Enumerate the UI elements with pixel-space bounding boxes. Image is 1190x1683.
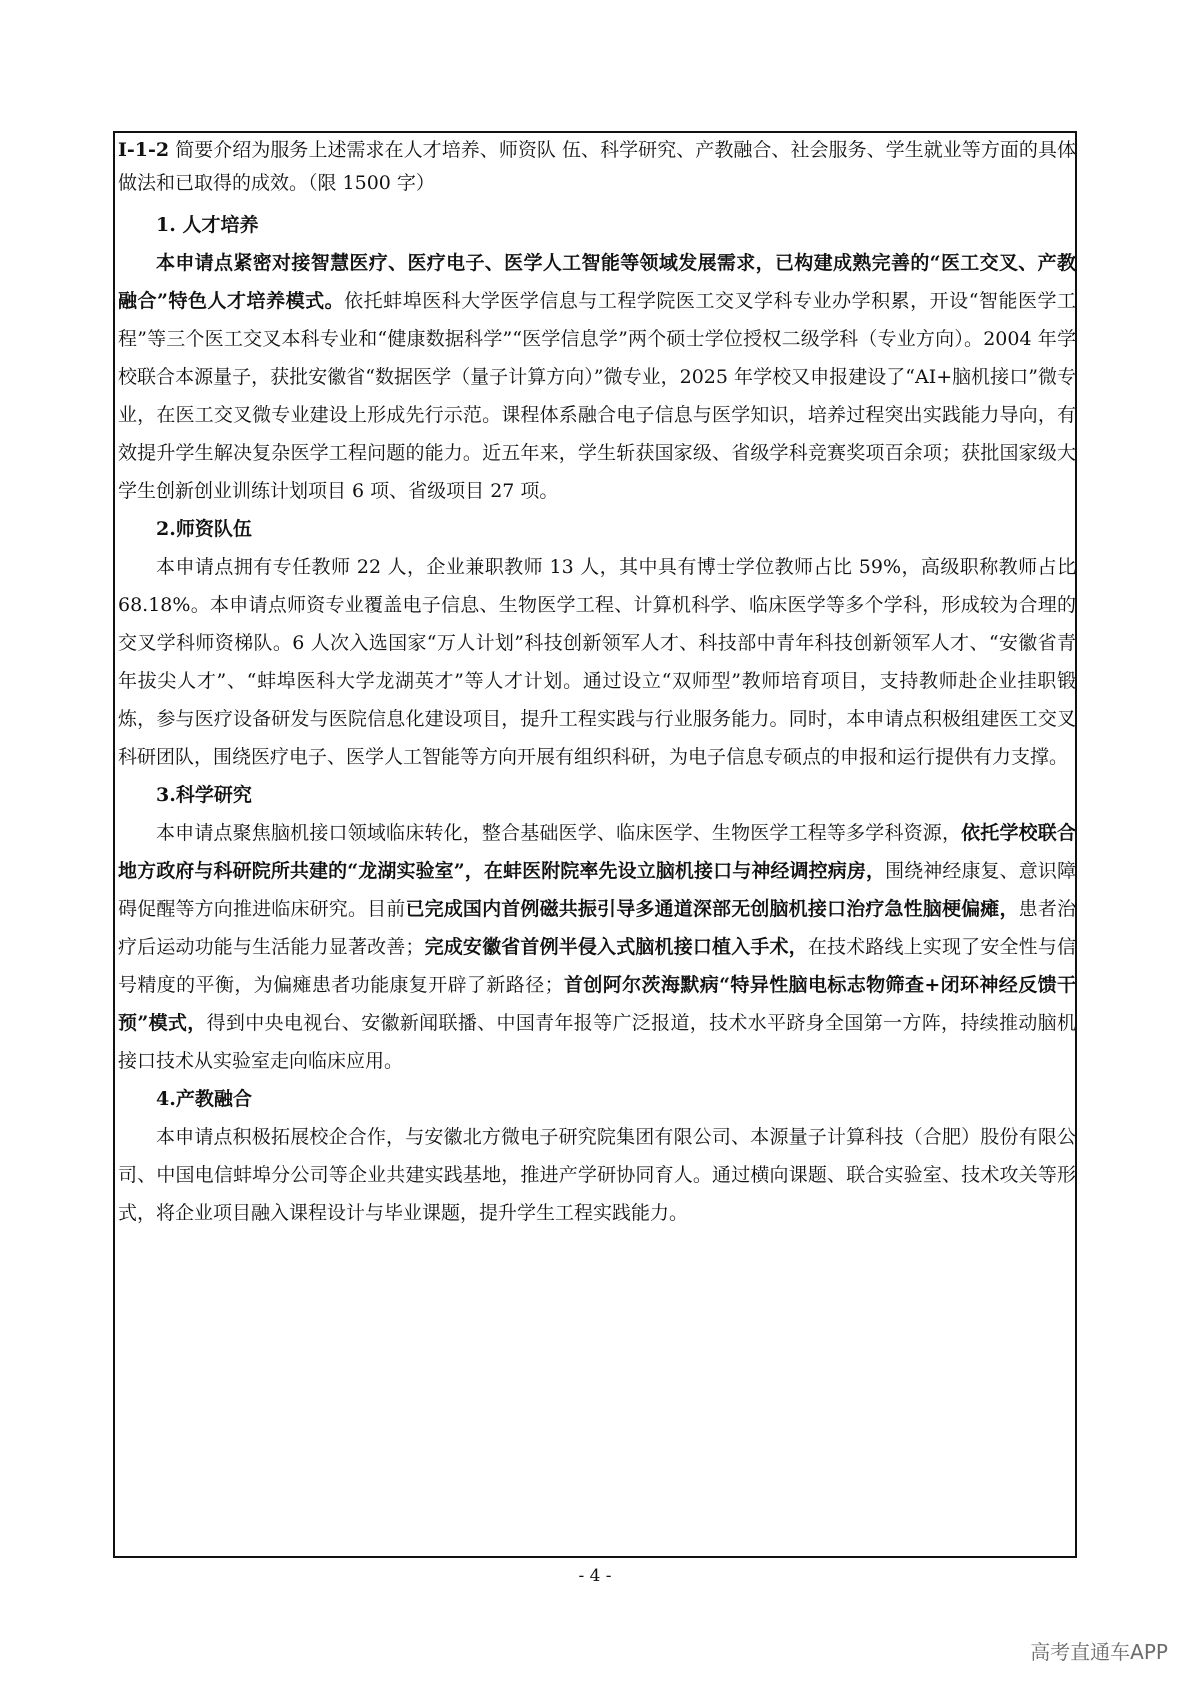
section-intro — [118, 134, 1076, 200]
paragraph-industry: 本申请点积极拓展校企合作，与安徽北方微电子研究院集团有限公司、本源量子计算科技（合肥）股份有限公司、中国电信蚌埠分公司等企业共建实践基地，推进产学研协同育人。通过横向课题、联合实验室、技术攻关等形式，将企业项目融入课程设计与毕业课题，提升学生工程实践能力。 — [118, 1126, 1076, 1224]
heading-talent: 1. 人才培养 — [156, 214, 259, 236]
research-text-1: 本申请点聚焦脑机接口领域临床转化，整合基础医学、临床医学、生物医学工程等多学科资源， — [156, 822, 962, 844]
paragraph-talent — [118, 244, 1076, 510]
paragraph-research — [118, 814, 1076, 1080]
research-text-3: 围绕神经康复、意识障碍促醒等方向推进临床研究。目前 — [118, 860, 1076, 920]
watermark: 高考直通车APP — [1030, 1640, 1168, 1664]
research-bold-4: 已完成国内首例磁共振引导多通道深部无创脑机接口治疗急性脑梗偏瘫， — [405, 898, 1019, 920]
section-id: I-1-2 — [118, 139, 170, 161]
heading-research: 3.科学研究 — [156, 784, 252, 806]
paragraph-faculty: 本申请点拥有专任教师 22 人，企业兼职教师 13 人，其中具有博士学位教师占比 59%，高级职称教师占比 68.18%。本申请点师资专业覆盖电子信息、生物医学工程、计算机科学、临床医学等多个学科，形成较为合理的交叉学科师资梯队。6 人次入选国家“万人计划”科技创新领军人才、科技部中青年科技创新领军人才、“安徽省青年拔尖人才”、“蚌埠医科大学龙湖英才”等人才计划。通过设立“双师型”教师培育项目，支持教师赴企业挂职锻炼，参与医疗设备研发与医院信息化建设项目，提升工程实践与行业服务能力。同时，本申请点积极组建医工交叉科研团队，围绕医疗电子、医学人工智能等方向开展有组织科研，为电子信息专硕点的申报和运行提供有力支撑。 — [118, 556, 1076, 768]
document-body — [118, 134, 1076, 1232]
talent-lead-bold: 本申请点紧密对接智慧医疗、医疗电子、医学人工智能等领域发展需求，已构建成熟完善的“医工交叉、产教融合”特色人才培养模式。 — [118, 252, 1076, 312]
heading-industry: 4.产教融合 — [156, 1088, 252, 1110]
section-prompt: 简要介绍为服务上述需求在人才培养、师资队 伍、科学研究、产教融合、社会服务、学生就业等方面的具体做法和已取得的成效。（限 1500 字） — [118, 139, 1076, 194]
research-text-9: 得到中央电视台、安徽新闻联播、中国青年报等广泛报道，技术水平跻身全国第一方阵，持续推动脑机接口技术从实验室走向临床应用。 — [118, 1012, 1076, 1072]
research-bold-2: 依托学校联合地方政府与科研院所共建的“龙湖实验室”，在蚌医附院率先设立脑机接口与神经调控病房， — [118, 822, 1076, 882]
research-bold-8: 首创阿尔茨海默病“特异性脑电标志物筛查+闭环神经反馈干预”模式， — [118, 974, 1076, 1034]
page-number: - 4 - — [578, 1566, 612, 1586]
research-bold-6: 完成安徽省首例半侵入式脑机接口植入手术， — [424, 936, 808, 958]
heading-faculty: 2.师资队伍 — [156, 518, 252, 540]
research-text-5: 患者治疗后运动功能与生活能力显著改善； — [118, 898, 1076, 958]
research-text-7: 在技术路线上实现了安全性与信号精度的平衡，为偏瘫患者功能康复开辟了新路径； — [118, 936, 1076, 996]
talent-body: 依托蚌埠医科大学医学信息与工程学院医工交叉学科专业办学积累，开设“智能医学工程”等三个医工交叉本科专业和“健康数据科学”“医学信息学”两个硕士学位授权二级学科（专业方向）。2004 年学校联合本源量子，获批安徽省“数据医学（量子计算方向）”微专业，2025 年学校又申报建设了“AI+脑机接口”微专业，在医工交叉微专业建设上形成先行示范。课程体系融合电子信息与医学知识，培养过程突出实践能力导向，有效提升学生解决复杂医学工程问题的能力。近五年来，学生斩获国家级、省级学科竞赛奖项百余项；获批国家级大学生创新创业训练计划项目 6 项、省级项目 27 项。 — [118, 290, 1076, 502]
